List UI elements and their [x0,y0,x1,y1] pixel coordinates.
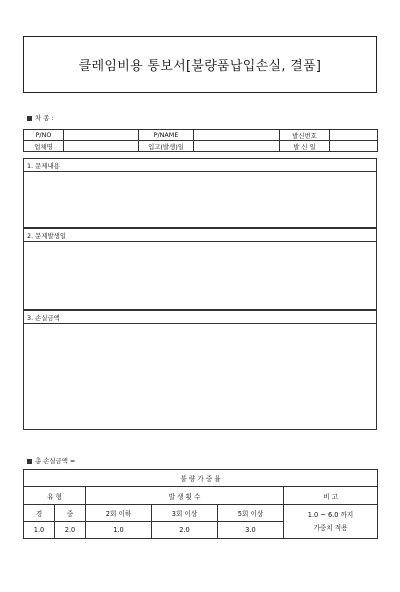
pname-value[interactable] [194,130,280,141]
weighting-table [23,469,378,539]
problem-content-heading: 1. 문제내용 [24,159,376,172]
send-number-label: 발신번호 [280,130,330,141]
pno-label: P/NO [24,130,64,141]
header-row-2 [24,141,378,152]
send-number-value[interactable] [330,130,378,141]
occ-2-or-less: 2회 이하 [86,505,152,522]
problem-date-heading: 2. 문제발생일 [24,229,376,242]
header-row-1 [24,130,378,141]
receipt-date-label: 입고(발생)일 [139,141,194,152]
pno-value[interactable] [64,130,139,141]
company-label: 업체명 [24,141,64,152]
total-loss-label: 총 손실금액 = [27,456,75,465]
header-table [23,129,378,152]
value-occ-2: 1.0 [86,522,152,539]
document-title: 클레임비용 통보서[불량품납입손실, 결품] [23,36,377,93]
pname-label: P/NAME [139,130,194,141]
send-date-label: 발 신 일 [280,141,330,152]
type-heavy: 중 [55,505,86,522]
company-value[interactable] [64,141,139,152]
square-bullet-icon [27,459,32,464]
problem-date-section [23,228,377,310]
type-header: 유 형 [24,487,86,505]
problem-content-section [23,158,377,228]
loss-amount-section [23,310,377,430]
loss-amount-heading: 3. 손실금액 [24,311,376,324]
type-light: 경 [24,505,55,522]
weighting-title: 불 량 가 중 율 [24,470,378,487]
value-heavy: 2.0 [55,522,86,539]
remark-header: 비 고 [284,487,378,505]
occurrence-header: 발 생 횟 수 [86,487,284,505]
remark-cell [284,505,378,539]
receipt-date-value[interactable] [194,141,280,152]
square-bullet-icon [27,116,32,121]
send-date-value[interactable] [330,141,378,152]
value-occ-5: 3.0 [218,522,284,539]
occ-5-or-more: 5회 이상 [218,505,284,522]
value-occ-3: 2.0 [152,522,218,539]
remark-line-2: 가중치 적용 [313,523,348,532]
vehicle-type-label: 차 종 : [27,113,54,122]
occ-3-or-more: 3회 이상 [152,505,218,522]
remark-line-1: 1.0 ~ 6.0 까지 [307,510,354,519]
value-light: 1.0 [24,522,55,539]
